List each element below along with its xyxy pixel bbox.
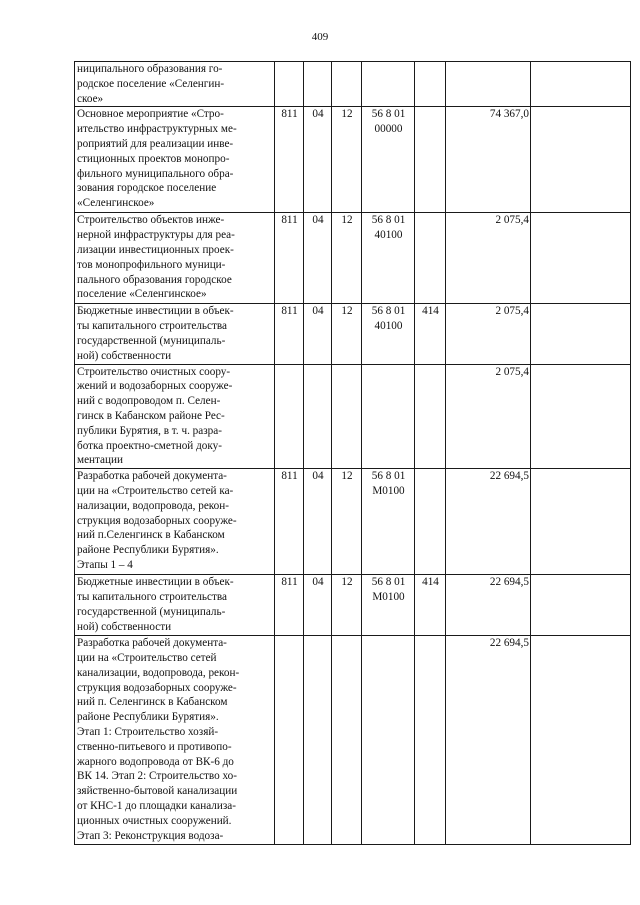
amount-cell: 22 694,5 xyxy=(446,575,531,636)
section-code-cell xyxy=(304,364,332,469)
table-row xyxy=(75,213,631,304)
target-article-cell xyxy=(362,62,415,107)
subsection-code-cell: 12 xyxy=(332,213,362,304)
table-row xyxy=(75,469,631,575)
admin-code-cell xyxy=(275,62,304,107)
subsection-code-cell: 12 xyxy=(332,469,362,575)
budget-table xyxy=(74,61,631,845)
section-code-cell: 04 xyxy=(304,107,332,213)
amount-cell: 22 694,5 xyxy=(446,469,531,575)
target-article-cell: 56 8 01 M0100 xyxy=(362,575,415,636)
table-row xyxy=(75,364,631,469)
table-row xyxy=(75,107,631,213)
expense-type-cell xyxy=(415,107,446,213)
expense-type-cell xyxy=(415,213,446,304)
item-name-cell: Строительство очистных соору- жений и водозаборных сооруже- ний с водопроводом п. Селен- гинск в Кабанском районе Рес- публики Бурятия, в т. ч. разра- ботка проектно-сметной доку- ментации xyxy=(75,364,275,469)
item-name-cell: ниципального образования го- родское поселение «Селенгин- ское» xyxy=(75,62,275,107)
subsection-code-cell xyxy=(332,364,362,469)
target-article-cell xyxy=(362,636,415,845)
subsection-code-cell xyxy=(332,636,362,845)
item-name-cell: Бюджетные инвестиции в объек- ты капитального строительства государственной (муниципаль- ной) собственности xyxy=(75,304,275,364)
admin-code-cell xyxy=(275,364,304,469)
amount-cell: 2 075,4 xyxy=(446,364,531,469)
expense-type-cell xyxy=(415,469,446,575)
empty-cell xyxy=(531,364,631,469)
item-name-cell: Разработка рабочей документа- ции на «Строительство сетей ка- нализации, водопровода, рекон- струкция водозаборных сооруже- ний п.Селенгинск в Кабанском районе Республики Бурятия». Этапы 1 – 4 xyxy=(75,469,275,575)
admin-code-cell: 811 xyxy=(275,213,304,304)
subsection-code-cell: 12 xyxy=(332,575,362,636)
table-row xyxy=(75,636,631,845)
admin-code-cell: 811 xyxy=(275,304,304,364)
admin-code-cell: 811 xyxy=(275,575,304,636)
expense-type-cell xyxy=(415,364,446,469)
target-article-cell: 56 8 01 M0100 xyxy=(362,469,415,575)
section-code-cell: 04 xyxy=(304,469,332,575)
table-row xyxy=(75,575,631,636)
target-article-cell xyxy=(362,364,415,469)
empty-cell xyxy=(531,575,631,636)
amount-cell xyxy=(446,62,531,107)
subsection-code-cell: 12 xyxy=(332,304,362,364)
expense-type-cell xyxy=(415,636,446,845)
section-code-cell xyxy=(304,62,332,107)
empty-cell xyxy=(531,636,631,845)
expense-type-cell: 414 xyxy=(415,304,446,364)
table-row xyxy=(75,62,631,107)
section-code-cell: 04 xyxy=(304,304,332,364)
empty-cell xyxy=(531,304,631,364)
page-number: 409 xyxy=(311,31,329,43)
admin-code-cell: 811 xyxy=(275,107,304,213)
amount-cell: 2 075,4 xyxy=(446,213,531,304)
section-code-cell xyxy=(304,636,332,845)
subsection-code-cell: 12 xyxy=(332,107,362,213)
target-article-cell: 56 8 01 00000 xyxy=(362,107,415,213)
subsection-code-cell xyxy=(332,62,362,107)
section-code-cell: 04 xyxy=(304,213,332,304)
expense-type-cell: 414 xyxy=(415,575,446,636)
target-article-cell: 56 8 01 40100 xyxy=(362,304,415,364)
amount-cell: 2 075,4 xyxy=(446,304,531,364)
item-name-cell: Основное мероприятие «Стро- ительство инфраструктурных ме- роприятий для реализации инве- стиционных проектов монопро- фильного муниципального обра- зования городское поселение «Селенгинское» xyxy=(75,107,275,213)
amount-cell: 74 367,0 xyxy=(446,107,531,213)
admin-code-cell: 811 xyxy=(275,469,304,575)
item-name-cell: Бюджетные инвестиции в объек- ты капитального строительства государственной (муниципаль- ной) собственности xyxy=(75,575,275,636)
item-name-cell: Строительство объектов инже- нерной инфраструктуры для реа- лизации инвестиционных проек- тов монопрофильного муници- пального образования городское поселение «Селенгинское» xyxy=(75,213,275,304)
expense-type-cell xyxy=(415,62,446,107)
empty-cell xyxy=(531,62,631,107)
section-code-cell: 04 xyxy=(304,575,332,636)
item-name-cell: Разработка рабочей документа- ции на «Строительство сетей канализации, водопровода, рекон- струкция водозаборных сооруже- ний п. Селенгинск в Кабанском районе Республики Бурятия». Этап 1: Строительство хозяй- ственно-питьевого и противопо- жарного водопровода от ВК-6 до ВК 14. Этап 2: Строительство хо- зяйственно-бытовой канализации от КНС-1 до площадки канализа- ционных очистных сооружений. Этап 3: Реконструкция водоза- xyxy=(75,636,275,845)
empty-cell xyxy=(531,107,631,213)
target-article-cell: 56 8 01 40100 xyxy=(362,213,415,304)
empty-cell xyxy=(531,469,631,575)
table-row xyxy=(75,304,631,364)
admin-code-cell xyxy=(275,636,304,845)
amount-cell: 22 694,5 xyxy=(446,636,531,845)
empty-cell xyxy=(531,213,631,304)
